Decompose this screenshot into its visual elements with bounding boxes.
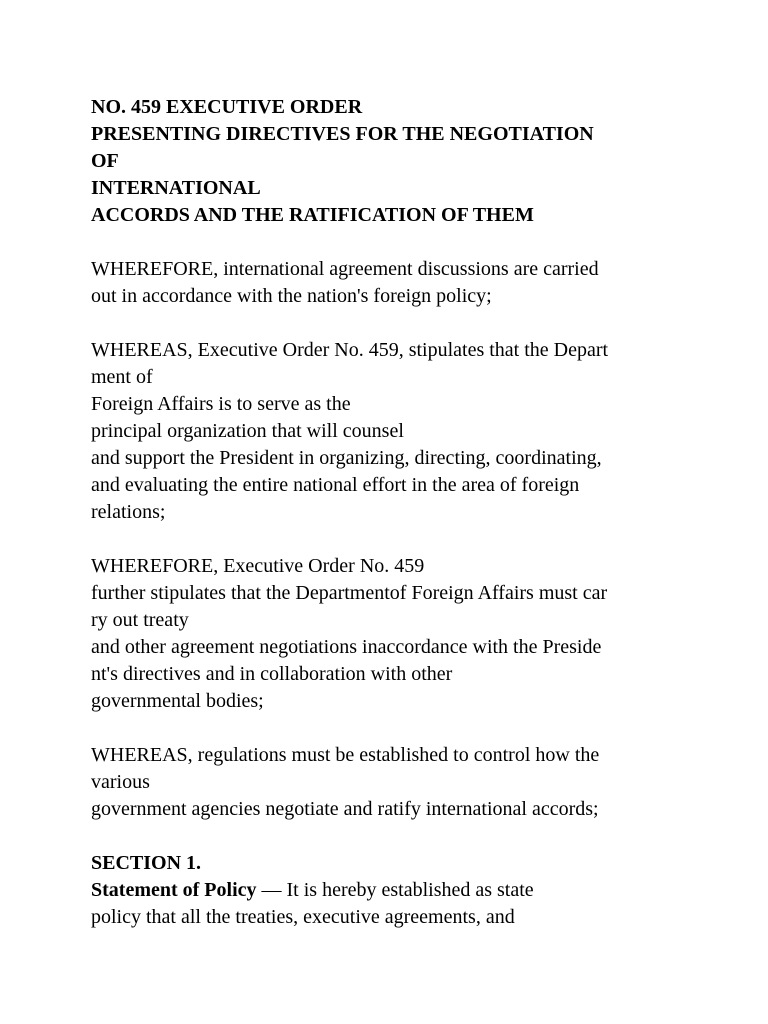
paragraph-line: relations; (91, 501, 166, 523)
heading-line: INTERNATIONAL (91, 177, 261, 199)
whereas-paragraph-3 (91, 553, 708, 715)
paragraph-line: Foreign Affairs is to serve as the (91, 393, 351, 415)
paragraph-line: ry out treaty (91, 609, 189, 631)
paragraph-line: further stipulates that the Departmentof Foreign Affairs must car (91, 582, 608, 604)
paragraph-line: WHEREAS, Executive Order No. 459, stipulates that the Depart (91, 339, 609, 361)
heading-line: OF (91, 150, 119, 172)
paragraph-line: policy that all the treaties, executive agreements, and (91, 906, 515, 928)
paragraph-line: ment of (91, 366, 153, 388)
whereas-paragraph-2 (91, 337, 708, 526)
paragraph-line: WHEREFORE, international agreement discussions are carried (91, 258, 599, 280)
whereas-paragraph-4 (91, 742, 708, 823)
heading-line: ACCORDS AND THE RATIFICATION OF THEM (91, 204, 534, 226)
order-heading (91, 94, 708, 229)
policy-text: — It is hereby established as state (256, 879, 534, 901)
paragraph-line: nt's directives and in collaboration with other (91, 663, 453, 685)
paragraph-line: out in accordance with the nation's foreign policy; (91, 285, 492, 307)
whereas-paragraph-1 (91, 256, 708, 310)
paragraph-line: government agencies negotiate and ratify international accords; (91, 798, 599, 820)
policy-label: Statement of Policy (91, 879, 257, 901)
section-title: SECTION 1. (91, 852, 202, 874)
section-1 (91, 850, 708, 931)
paragraph-line: principal organization that will counsel (91, 420, 404, 442)
section-policy-line (91, 877, 708, 904)
heading-line: NO. 459 EXECUTIVE ORDER (91, 96, 363, 118)
heading-line: PRESENTING DIRECTIVES FOR THE NEGOTIATION (91, 123, 594, 145)
paragraph-line: various (91, 771, 150, 793)
paragraph-line: and other agreement negotiations inaccordance with the Preside (91, 636, 602, 658)
paragraph-line: and evaluating the entire national effort in the area of foreign (91, 474, 580, 496)
paragraph-line: governmental bodies; (91, 690, 264, 712)
paragraph-line: and support the President in organizing, directing, coordinating, (91, 447, 602, 469)
paragraph-line: WHEREAS, regulations must be established to control how the (91, 744, 600, 766)
paragraph-line: WHEREFORE, Executive Order No. 459 (91, 555, 425, 577)
